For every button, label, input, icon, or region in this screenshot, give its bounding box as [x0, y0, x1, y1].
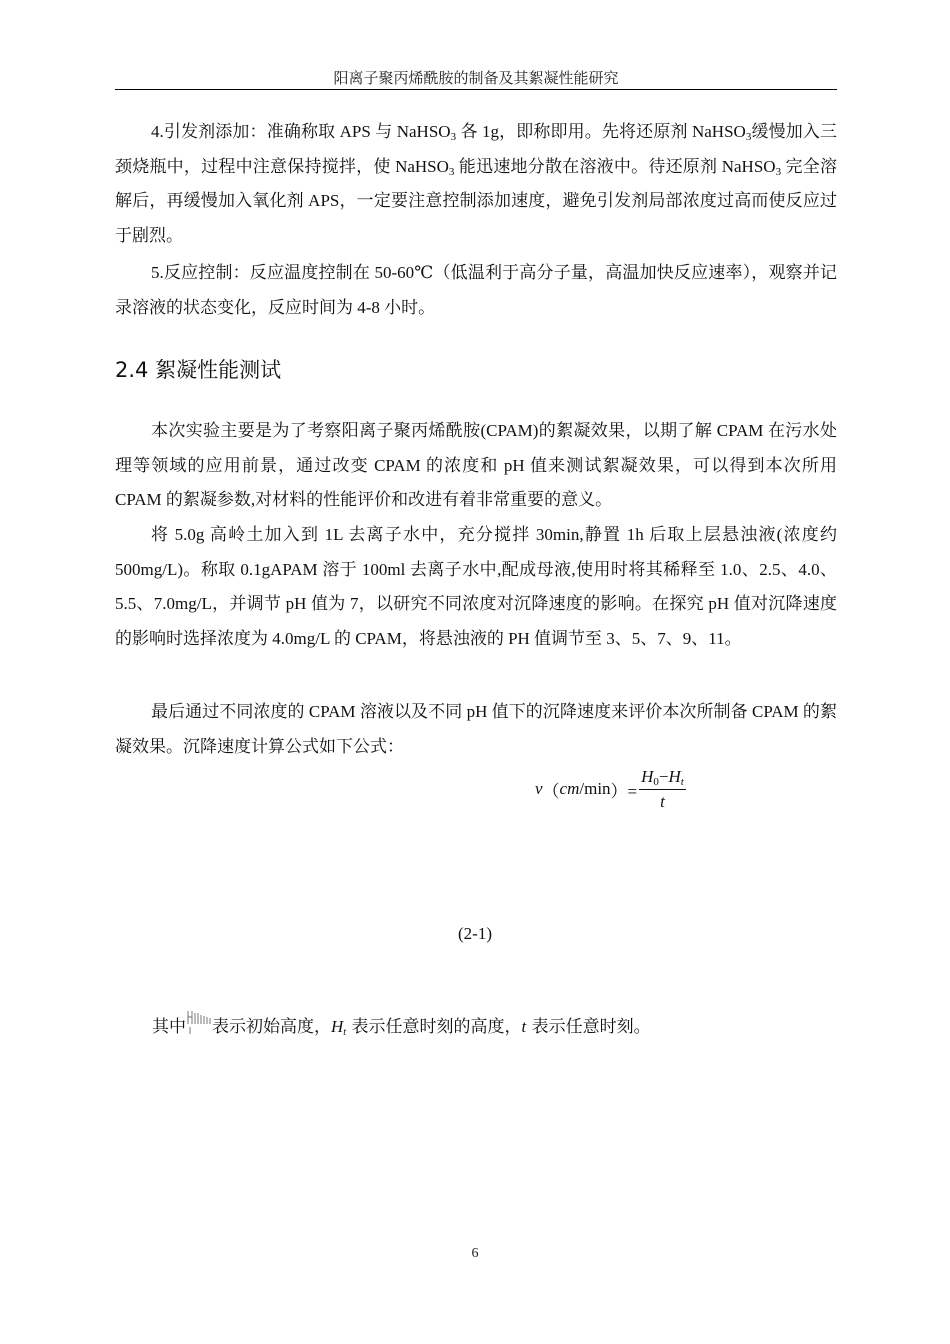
formula-ht: H: [668, 766, 681, 786]
body-paragraph-2: 将 5.0g 高岭土加入到 1L 去离子水中，充分搅拌 30min,静置 1h 后取上层悬浊液(浓度约 500mg/L)。称取 0.1gAPAM 溶于 100ml 去离子水中,配成母液,使用时将其稀释至 1.0、2.5、4.0、5.5、7.0mg/L，并调节 pH 值为 7，以研究不同浓度对沉降速度的影响。在探究 pH 值对沉降速度的影响时选择浓度为 4.0mg/L 的 CPAM，将悬浊液的 PH 值调节至 3、5、7、9、11。: [115, 525, 837, 648]
running-header: 阳离子聚丙烯酰胺的制备及其絮凝性能研究: [333, 71, 619, 87]
formula-v: v: [535, 779, 543, 798]
formula-min: /min: [579, 779, 611, 798]
step4-text-3: 缓慢加入三颈烧瓶中，过程中注意保持搅拌，使 NaHSO: [115, 122, 837, 176]
formula-minus: −: [658, 766, 669, 786]
h0-symbol-glyph: [186, 1008, 212, 1036]
formula-h0-sub: 0: [653, 775, 659, 788]
formula-fraction: [639, 767, 686, 812]
header-divider: [115, 89, 837, 90]
formula-denominator: t: [660, 791, 665, 811]
formula-ht-sub: t: [680, 775, 684, 788]
formula-numerator: [639, 767, 686, 790]
step4-text-2: 各 1g，即称即用。先将还原剂 NaHSO: [456, 122, 746, 141]
settling-velocity-formula: [535, 764, 686, 814]
step4-text-1: 4.引发剂添加：准确称取 APS 与 NaHSO: [151, 122, 451, 141]
subscript-3: 3: [450, 131, 457, 143]
step4-text-5: 完全溶解后，再缓慢加入氧化剂 APS，一定要注意控制添加速度，避免引发剂局部浓度过高而使反应过于剧烈。: [115, 156, 837, 245]
formula-paren-open: （: [542, 781, 560, 801]
section-heading: 2.4 絮凝性能测试: [115, 358, 282, 382]
step4-text-4: 能迅速地分散在溶液中。待还原剂 NaHSO: [454, 156, 776, 176]
t-variable: t: [521, 1017, 527, 1036]
page-number: 6: [471, 1246, 479, 1261]
explain-ht-text: 表示任意时刻的高度，: [346, 1017, 522, 1037]
ht-subscript: t: [343, 1027, 347, 1038]
explain-prefix: 其中: [152, 1017, 186, 1037]
ht-letter: H: [331, 1017, 344, 1036]
ht-variable: [331, 1017, 346, 1036]
equation-number: (2-1): [458, 924, 492, 943]
explain-t-text: 表示任意时刻。: [526, 1017, 651, 1037]
subscript-3: 3: [745, 131, 752, 143]
formula-h0: H: [641, 766, 654, 786]
explain-h0-text: 表示初始高度，: [212, 1017, 331, 1037]
step-5-paragraph: 5.反应控制：反应温度控制在 50-60℃（低温利于高分子量，高温加快反应速率），观察并记录溶液的状态变化，反应时间为 4-8 小时。: [115, 263, 837, 317]
subscript-3: 3: [775, 165, 782, 178]
step-4-paragraph: [115, 115, 837, 253]
variable-explanation: [152, 1008, 651, 1037]
body-paragraph-3: 最后通过不同浓度的 CPAM 溶液以及不同 pH 值下的沉降速度来评价本次所制备 CPAM 的絮凝效果。沉降速度计算公式如下公式：: [115, 702, 837, 756]
subscript-3: 3: [448, 165, 455, 178]
formula-equals: ）=: [610, 781, 638, 801]
body-paragraph-1: 本次实验主要是为了考察阳离子聚丙烯酰胺(CPAM)的絮凝效果，以期了解 CPAM 在污水处理等领域的应用前景，通过改变 CPAM 的浓度和 pH 值来测试絮凝效果，可以得到本次所用 CPAM 的絮凝参数,对材料的性能评价和改进有着非常重要的意义。: [115, 421, 837, 509]
formula-cm: cm: [559, 779, 580, 798]
